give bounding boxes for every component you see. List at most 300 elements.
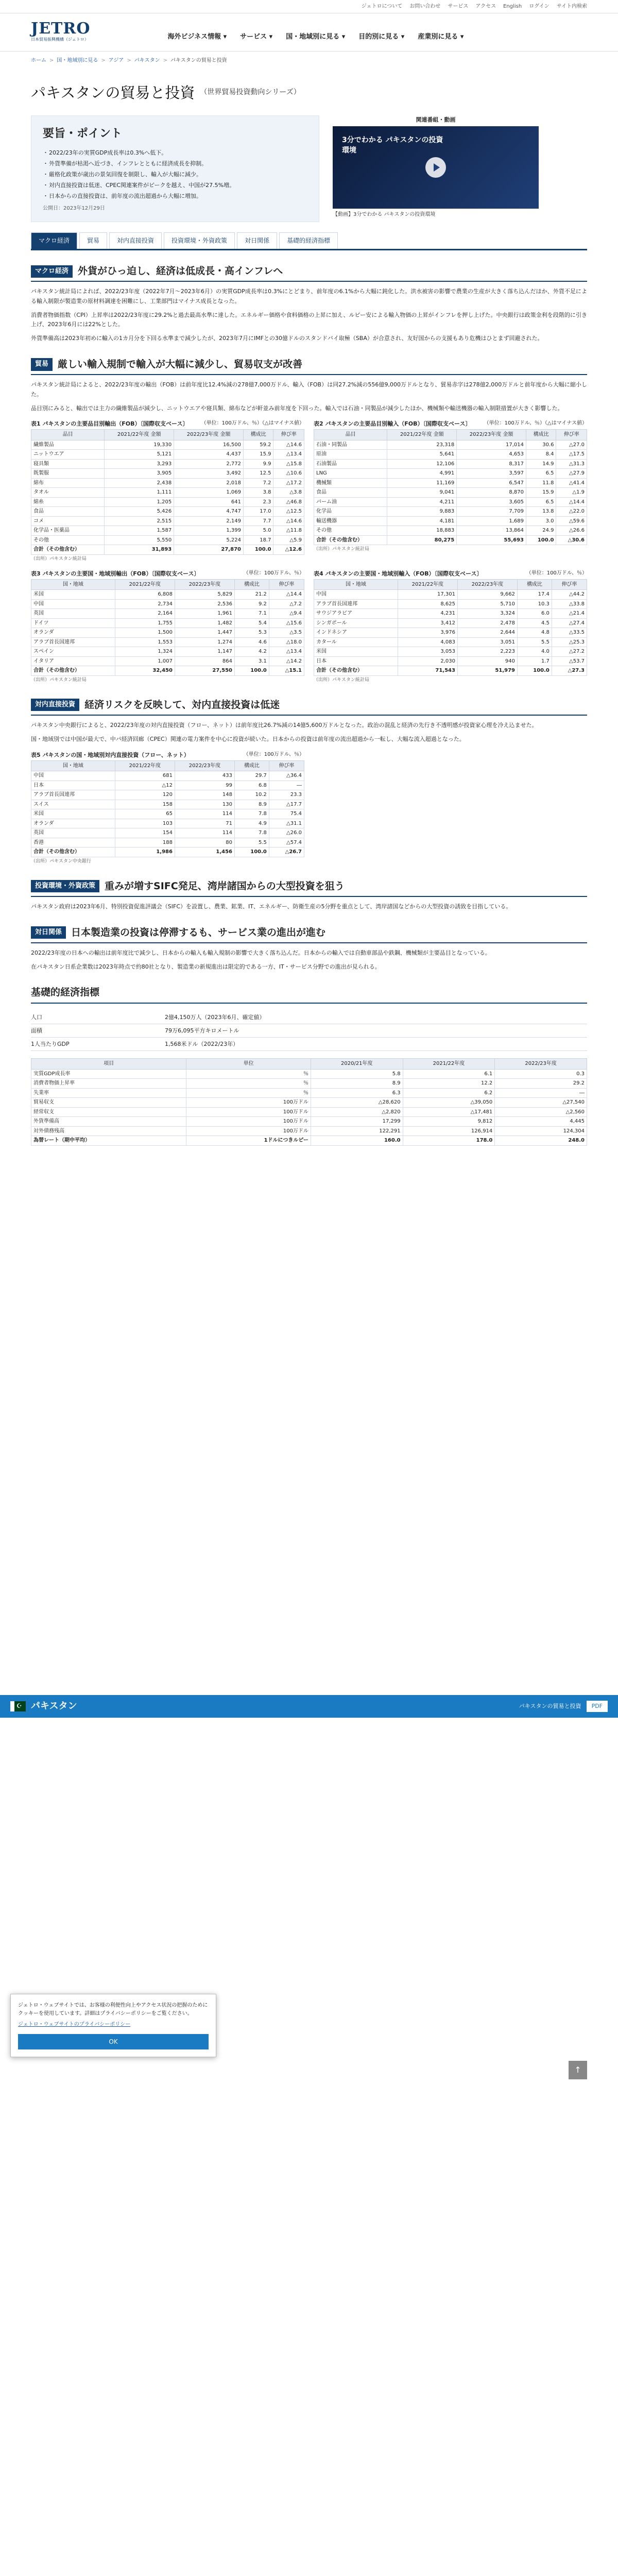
table-cell: 米国 [31,590,115,600]
table-cell: 14.9 [526,459,556,469]
cookie-text: ジェトロ・ウェブサイトでは、お客様の利便性向上やアクセス状況の把握のためにクッキーを使用しています。詳細はプライバシーポリシーをご覧ください。 [18,2003,208,2016]
country-name: パキスタン [31,1701,77,1712]
table-cell: 12.2 [403,1079,495,1089]
breadcrumb-separator: > [163,58,167,63]
table-cell: 12.5 [244,469,273,479]
table-cell: 13.8 [526,507,556,517]
video-caption[interactable]: 【動画】3分でわかる パキスタンの投資環境 [333,212,436,218]
table-cell: 100万ドル [186,1098,311,1108]
table-cell: 7.8 [235,809,269,819]
table-cell: △22.0 [556,507,587,517]
table-cell: 日本 [314,656,398,666]
table-cell: 合計（その他含む） [31,666,115,676]
section-heading: 日本製造業の投資は停滞するも、サービス業の進出が進む [71,926,326,938]
table-cell: 148 [175,790,234,800]
table-row [31,609,304,619]
section-tag: 対内直接投資 [31,699,79,711]
table-cell: シンガポール [314,618,398,628]
table-row [31,618,304,628]
table-cell: 輸送機器 [314,516,387,526]
tab-2[interactable]: 対内直接投資 [109,232,162,249]
back-to-top-button[interactable]: ↑ [569,2061,587,2079]
table-cell: 3,597 [457,469,526,479]
table-cell: 1,553 [115,637,175,647]
table-cell: 3,324 [457,609,517,619]
table-cell: アラブ首長国連邦 [314,599,398,609]
table-cell: 3,492 [174,469,244,479]
section-japan [31,925,587,972]
table-cell: △25.3 [552,637,587,647]
table-header: 2022/23年度 [175,579,234,590]
table-cell: 681 [115,771,175,781]
video-thumbnail[interactable] [333,126,539,209]
table-cell: 641 [174,497,244,507]
global-nav-item[interactable]: 海外ビジネス情報 ▾ [167,33,227,41]
table-header: 構成比 [518,579,552,590]
section-macro [31,264,587,344]
table-row [31,656,304,666]
jetro-logo[interactable] [31,21,90,43]
country-sticky-bar [0,1695,618,1718]
table-cell: 3.0 [526,516,556,526]
utility-link[interactable]: サイト内検索 [556,3,587,9]
global-nav-item[interactable]: 産業別に見る ▾ [418,33,464,41]
table-cell: 10.2 [235,790,269,800]
table-cell: 3,412 [398,618,457,628]
table-row [31,440,304,450]
paragraph: 国・地域別では中国が最大で、中パ経済回廊（CPEC）関連の電力案件を中心に投資が続いた。日本からの投資は前年度の流出超過から一転し、大幅な流入超過となった。 [31,735,465,742]
privacy-policy-link[interactable]: ジェトロ・ウェブサイトのプライバシーポリシー [18,2022,131,2027]
table-header: 2021/22年度 [115,760,175,771]
breadcrumb-item[interactable]: パキスタン [134,58,160,63]
table-cell: 864 [175,656,234,666]
table-row [31,1117,587,1127]
table-cell: タオル [31,488,105,498]
table-cell: ― [269,781,304,790]
utility-link[interactable]: English [503,3,522,9]
table-cell: △27,540 [495,1098,587,1108]
paragraph: 品目別にみると、輸出では主力の繊維製品が減少し、ニットウエアや寝具類、綿布などが軒並み前年度を下回った。輸入では石油・同製品が減少したほか、機械類や輸送機器の輸入制限措置が大きく影響した。 [31,404,563,412]
table-cell: 1,482 [175,618,234,628]
table-cell: 1,069 [174,488,244,498]
table-row [31,1088,587,1098]
table-header: 伸び率 [269,760,304,771]
table-cell: 繊維製品 [31,440,105,450]
table-unit: （単位：100万ドル、％） [526,570,587,576]
paragraph: 消費者物価指数（CPI）上昇率は2022/23年度に29.2%と過去最高水準に達した。エネルギー価格や食料価格の上昇に加え、ルピー安による輸入物価の上昇がインフレを押し上げた。中央銀行は政策金利を段階的に引き上げ、2023年6月には22%とした。 [31,311,587,328]
table-source: （出所）パキスタン統計局 [314,547,369,552]
tab-3[interactable]: 投資環境・外資政策 [164,232,235,249]
feature-video[interactable] [333,115,539,222]
table-row [31,1107,587,1117]
table-cell: △41.4 [556,478,587,488]
paragraph: パキスタン政府は2023年6月、特別投資促進評議会（SIFC）を設置し、農業、鉱業、IT、エネルギー、防衛生産の5分野を重点として、湾岸諸国などからの大型投資の誘致を目指している。 [31,903,512,910]
table-row [31,628,304,638]
table-cell: 中国 [31,599,115,609]
table-cell: 1,500 [115,628,175,638]
table-cell: 2,515 [105,516,174,526]
section-heading: 経済リスクを反映して、対内直接投資は低迷 [84,699,280,710]
breadcrumb [0,52,618,70]
table-cell: △26.7 [269,848,304,857]
table-cell: 8,870 [457,488,526,498]
table-cell: △31.1 [269,819,304,828]
table-cell: 100.0 [244,545,273,555]
table-cell: 2,772 [174,459,244,469]
table-fdi-by-country [31,751,304,866]
table-unit: （単位：100万ドル、％）（△はマイナス値） [201,420,304,427]
table-cell: ニットウエア [31,450,105,460]
global-nav-item[interactable]: サービス ▾ [240,33,273,41]
table-cell: 7.7 [244,516,273,526]
table-header: 2021/22年度 金額 [105,430,174,440]
table-cell: 3,053 [398,647,457,657]
page-series: （世界貿易投資動向シリーズ） [200,88,301,97]
tab-0[interactable]: マクロ経済 [31,232,77,249]
table-cell: 21.2 [235,590,269,600]
paragraph: 外貨準備高は2023年初めに輸入の1カ月分を下回る水準まで減少したが、2023年7月にIMFとの30億ドルのスタンドバイ取極（SBA）が合意され、友好国からの支援もあり危機はひとまず回避された。 [31,335,543,342]
pdf-button[interactable]: PDF [587,1701,608,1711]
table-cell: 2,223 [457,647,517,657]
table-row [31,507,304,517]
table-row [314,590,587,600]
table-cell: 7.2 [244,478,273,488]
data-table [31,1058,587,1146]
table-row [31,478,304,488]
table-cell: 188 [115,838,175,848]
table-cell: 75.4 [269,809,304,819]
table-cell: 29.7 [235,771,269,781]
tab-5[interactable]: 基礎的経済指標 [279,232,338,249]
basic-fact-row [31,1038,587,1051]
breadcrumb-item[interactable]: アジア [108,58,124,63]
basic-fact-value: 1,568米ドル（2022/23年） [165,1040,239,1047]
global-nav-item[interactable]: 目的別に見る ▾ [358,33,405,41]
pakistan-flag-icon [10,1701,26,1711]
table-cell: 5,121 [105,450,174,460]
table-cell: 1,986 [115,848,175,857]
global-nav-item[interactable]: 国・地域別に見る ▾ [286,33,346,41]
table-cell: 433 [175,771,234,781]
table-cell: 32,450 [115,666,175,676]
table-row [31,1069,587,1079]
table-cell: 綿布 [31,478,105,488]
table-cell: 29.2 [495,1079,587,1089]
section-tag: 貿易 [31,358,53,370]
basic-fact-row [31,1011,587,1024]
data-table [31,429,304,555]
table-cell: △12.6 [273,545,304,555]
utility-links [362,3,587,11]
table-cell: LNG [314,469,387,479]
table-cell: 中国 [31,771,115,781]
table-cell: △5.9 [273,535,304,545]
table-cell: 外貨準備高 [31,1117,186,1127]
section-env [31,879,587,912]
summary-point: ・ 日本からの直接投資は、前年度の流出超過から大幅に増加。 [43,192,307,200]
section-heading: 基礎的経済指標 [31,987,100,998]
table-cell: △15.1 [269,666,304,676]
table-row [31,526,304,536]
table-header: 構成比 [235,760,269,771]
table-cell: 香港 [31,838,115,848]
basic-facts [31,1011,587,1051]
table-cell: △46.8 [273,497,304,507]
feature-title: 関連番組・動画 [416,116,456,124]
table-row [31,838,304,848]
table-cell: 失業率 [31,1088,186,1098]
table-cell: △1.9 [556,488,587,498]
table-title-text: 表3 パキスタンの主要国・地域別輸出（FOB）〔国際収支ベース〕 [31,570,200,577]
breadcrumb-separator: > [49,58,54,63]
table-exports-by-product [31,419,304,563]
table-cell: 1,961 [175,609,234,619]
table-cell: 3,293 [105,459,174,469]
tab-4[interactable]: 対日関係 [237,232,277,249]
breadcrumb-item[interactable]: ホーム [31,58,46,63]
table-cell: 米国 [314,647,398,657]
table-cell: 15.9 [526,488,556,498]
table-cell: 4,211 [387,497,457,507]
summary-point: ・ 2022/23年の実質GDP成長率は0.3%へ低下。 [43,148,307,157]
table-row [314,497,587,507]
table-cell: △27.2 [552,647,587,657]
table-cell: 18,883 [387,526,457,536]
table-cell: 4.0 [518,647,552,657]
table-cell: 27,870 [174,545,244,555]
table-cell: 3.1 [235,656,269,666]
table-cell: 17,301 [398,590,457,600]
table-cell: △2,820 [311,1107,403,1117]
table-cell: △14.6 [273,440,304,450]
basic-fact-key: 1人当たりGDP [31,1040,70,1047]
data-table [31,579,304,676]
table-header: 品目 [31,430,105,440]
table-cell: △11.8 [273,526,304,536]
table-cell: 130 [175,800,234,809]
table-cell: △3.8 [273,488,304,498]
table-cell: 5,710 [457,599,517,609]
table-cell: 30.6 [526,440,556,450]
table-cell: △26.6 [556,526,587,536]
logo-subtitle: 日本貿易振興機構（ジェトロ） [31,37,89,42]
table-cell: その他 [31,535,105,545]
table-cell: 122,291 [311,1126,403,1136]
table-cell: 5,550 [105,535,174,545]
table-title [314,419,587,428]
table-cell: 100.0 [518,666,552,676]
table-cell: 4,445 [495,1117,587,1127]
table-cell: △14.2 [269,656,304,666]
global-nav [167,32,464,42]
table-row [31,819,304,828]
table-cell: 114 [175,809,234,819]
table-cell: インドネシア [314,628,398,638]
table-cell: △14.6 [273,516,304,526]
basic-fact-key: 面積 [31,1027,42,1034]
table-cell: スイス [31,800,115,809]
tab-1[interactable]: 貿易 [79,232,107,249]
table-header: 2022/23年度 [175,760,234,771]
table-cell: 120 [115,790,175,800]
table-header: 国・地域 [314,579,398,590]
table-row [31,848,304,857]
indicator-table [31,1058,587,1146]
table-cell: 71 [175,819,234,828]
table-header: 伸び率 [552,579,587,590]
table-cell: 17.4 [518,590,552,600]
table-cell: 6.5 [526,469,556,479]
table-cell: 126,914 [403,1126,495,1136]
table-cell: 5,641 [387,450,457,460]
table-row [314,526,587,536]
table-title-text: 表1 パキスタンの主要品目別輸出（FOB）〔国際収支ベース〕 [31,420,188,428]
table-cell: △15.8 [273,459,304,469]
table-header: 2021/22年度 [398,579,457,590]
table-cell: 6.1 [403,1069,495,1079]
table-cell: オランダ [31,628,115,638]
utility-link[interactable]: ジェトロについて [361,3,403,9]
cookie-ok-button[interactable]: OK [18,2034,209,2050]
table-unit: （単位：100万ドル、％） [243,570,304,576]
table-cell: 1,755 [115,618,175,628]
table-header: 伸び率 [273,430,304,440]
utility-link[interactable]: アクセス [475,3,496,9]
utility-link[interactable]: お問い合わせ [409,3,441,9]
table-cell: ％ [186,1088,311,1098]
table-cell: 160.0 [311,1136,403,1146]
table-row [314,609,587,619]
table-imports-by-product [314,419,587,563]
table-row [31,599,304,609]
table-row [314,440,587,450]
table-cell: △21.4 [552,609,587,619]
play-icon[interactable] [425,157,446,178]
sticky-bar-label: パキスタンの貿易と投資 [519,1703,581,1710]
table-row [314,647,587,657]
table-row [31,1079,587,1089]
table-cell: 18.7 [244,535,273,545]
table-cell: △31.3 [556,459,587,469]
breadcrumb-separator: > [101,58,106,63]
paragraph: パキスタン統計局によると、2022/23年度の輸出（FOB）は前年度比12.4%減の278億7,000万ドル、輸入（FOB）は同27.2%減の556億9,000万ドルとなり、貿易赤字は278億2,000万ドルと前年度から大幅に縮小した。 [31,381,587,398]
table-row [31,545,304,555]
table-cell: 6,547 [457,478,526,488]
table-cell: 100.0 [526,535,556,545]
table-cell: 合計（その他含む） [314,535,387,545]
table-cell: 10.3 [518,599,552,609]
data-table [31,760,304,857]
table-header: 2021/22年度 [115,579,175,590]
table-cell: 19,330 [105,440,174,450]
table-row [31,1098,587,1108]
table-cell: ドイツ [31,618,115,628]
table-cell: 17,014 [457,440,526,450]
table-cell: △2,560 [495,1107,587,1117]
page-title: パキスタンの貿易と投資 [31,83,195,101]
table-cell: 154 [115,828,175,838]
table-cell: △10.6 [273,469,304,479]
table-source: （出所）パキスタン統計局 [31,556,87,562]
table-cell: 化学品・医薬品 [31,526,105,536]
table-cell: △27.4 [552,618,587,628]
table-cell: 4.5 [518,618,552,628]
basic-fact-key: 人口 [31,1013,42,1021]
table-row [31,1136,587,1146]
table-cell: 7.8 [235,828,269,838]
table-row [314,478,587,488]
breadcrumb-item[interactable]: 国・地域別に見る [57,58,98,63]
table-cell: 100万ドル [186,1126,311,1136]
table-source: （出所）パキスタン統計局 [31,677,87,683]
table-cell: 5.4 [235,618,269,628]
table-row [31,450,304,460]
table-cell: コメ [31,516,105,526]
table-cell: 1,689 [457,516,526,526]
table-cell: 5.0 [244,526,273,536]
table-header: 単位 [186,1059,311,1070]
table-row [31,790,304,800]
table-row [31,800,304,809]
table-cell: 23.3 [269,790,304,800]
table-cell: △53.7 [552,656,587,666]
summary-point: ・ 対内直接投資は低迷、CPEC関連案件がピークを越え、中国が27.5%増。 [43,181,307,190]
table-cell: 合計（その他含む） [31,848,115,857]
table-cell: 5.8 [311,1069,403,1079]
table-cell: 2,438 [105,478,174,488]
table-cell: 6.2 [403,1088,495,1098]
table-cell: △17,481 [403,1107,495,1117]
table-cell: △26.0 [269,828,304,838]
table-cell: 158 [115,800,175,809]
summary-points [43,148,307,200]
table-cell: 0.3 [495,1069,587,1079]
table-row [31,488,304,498]
utility-link[interactable]: サービス [448,3,469,9]
table-row [314,599,587,609]
table-row [31,590,304,600]
table-cell: 4.2 [235,647,269,657]
data-table [314,429,587,545]
table-cell: サウジアラビア [314,609,398,619]
table-cell: 4,083 [398,637,457,647]
table-row [31,469,304,479]
table-cell: 1,324 [115,647,175,657]
table-cell: 米国 [31,809,115,819]
table-cell: △44.2 [552,590,587,600]
table-cell: 9,812 [403,1117,495,1127]
table-header: 国・地域 [31,579,115,590]
table-cell: 英国 [31,609,115,619]
table-cell: 1,399 [174,526,244,536]
table-cell: 1,447 [175,628,234,638]
table-header: 伸び率 [556,430,587,440]
table-cell: △27.3 [552,666,587,676]
table-cell: 8.9 [235,800,269,809]
utility-link[interactable]: ログイン [529,3,550,9]
table-cell: 英国 [31,828,115,838]
table-cell: 100万ドル [186,1117,311,1127]
table-cell: 114 [175,828,234,838]
table-cell: △33.8 [552,599,587,609]
table-cell: 6.8 [235,781,269,790]
cookie-banner [10,1994,216,2057]
table-cell: 5.5 [235,838,269,848]
table-title [31,419,304,428]
table-cell: アラブ首長国連邦 [31,790,115,800]
table-cell: △33.5 [552,628,587,638]
table-cell: 7,709 [457,507,526,517]
